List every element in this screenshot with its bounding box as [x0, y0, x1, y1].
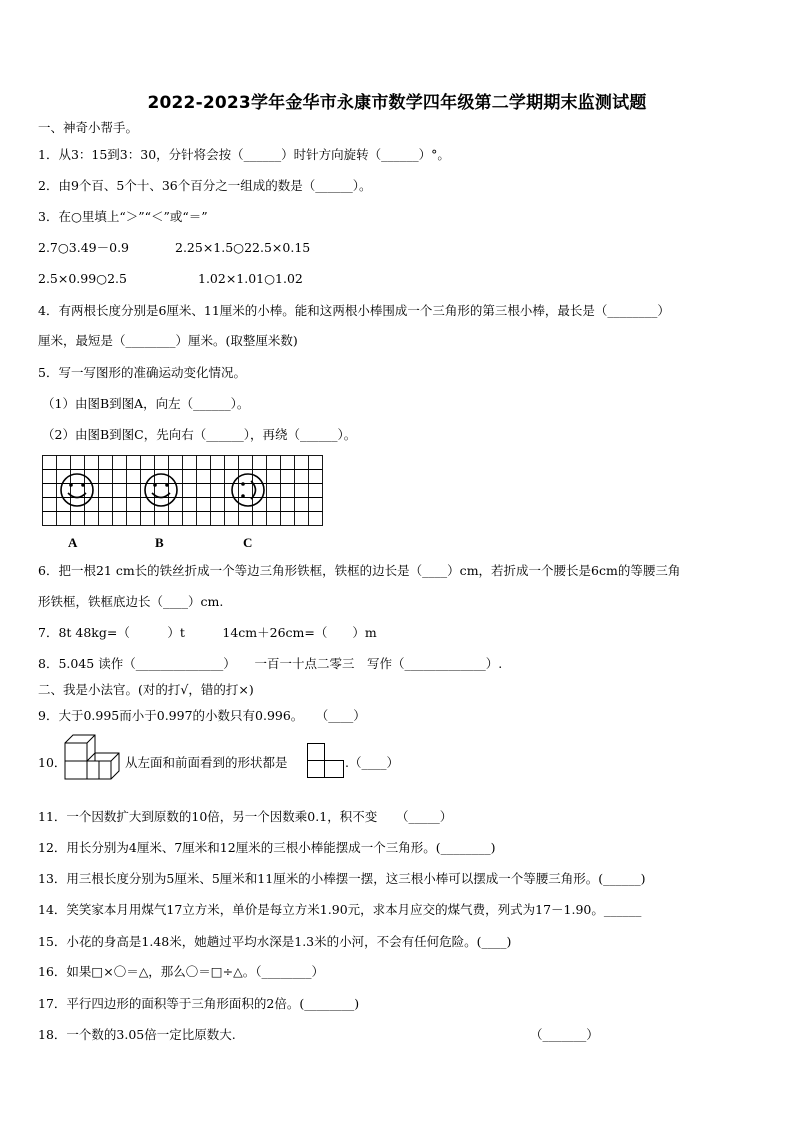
question-4-line-1: 4．有两根长度分别是6厘米、11厘米的小棒。能和这两根小棒围成一个三角形的第三根小棒，最长是（________）	[38, 303, 670, 318]
grid-figure	[42, 455, 324, 527]
view-shape-figure	[307, 743, 345, 779]
question-17: 17．平行四边形的面积等于三角形面积的2倍。(________)	[38, 996, 360, 1011]
question-18-answer: （_______）	[530, 1027, 599, 1042]
question-3-item-d: 1.02×1.01○1.02	[198, 271, 303, 286]
question-3: 3．在○里填上“＞”“＜”或“＝”	[38, 209, 208, 224]
question-15: 15．小花的身高是1.48米，她趟过平均水深是1.3米的小河，不会有任何危险。(____)	[38, 934, 512, 949]
question-3-item-a: 2.7○3.49－0.9	[38, 240, 129, 255]
question-12: 12．用长分别为4厘米、7厘米和12厘米的三根小棒能摆成一个三角形。(________)	[38, 840, 496, 855]
cube-stack-figure	[64, 733, 126, 781]
question-13: 13．用三根长度分别为5厘米、5厘米和11厘米的小棒摆一摆，这三根小棒可以摆成一个等腰三角形。(______)	[38, 871, 646, 886]
question-14: 14．笑笑家本月用煤气17立方米，单价是每立方米1.90元，求本月应交的煤气费，列式为17－1.90。______	[38, 902, 642, 917]
question-5: 5．写一写图形的准确运动变化情况。	[38, 365, 246, 380]
grid-lines	[43, 456, 323, 526]
question-5-part-2: （2）由图B到图C，先向右（______），再绕（______）。	[42, 427, 357, 442]
question-2: 2．由9个百、5个十、36个百分之一组成的数是（______）。	[38, 178, 372, 193]
smiley-face-a	[61, 474, 93, 506]
question-10-number: 10．	[38, 755, 67, 770]
question-16: 16．如果□×〇＝△，那么〇＝□÷△。（________）	[38, 964, 324, 979]
question-8: 8．5.045 读作（______________） 一百一十点二零三 写作（_____________）.	[38, 656, 503, 671]
question-10-text: 从左面和前面看到的形状都是	[125, 755, 288, 770]
section-1-heading: 一、神奇小帮手。	[38, 120, 139, 135]
question-9: 9．大于0.995而小于0.997的小数只有0.996。 （____）	[38, 708, 366, 723]
figure-label-c: C	[243, 535, 253, 550]
section-2-heading: 二、我是小法官。(对的打√，错的打×)	[38, 682, 254, 697]
question-18: 18．一个数的3.05倍一定比原数大.	[38, 1027, 236, 1042]
smiley-face-b	[145, 474, 177, 506]
question-5-part-1: （1）由图B到图A，向左（______）。	[42, 396, 250, 411]
question-10-answer: .（____）	[345, 755, 399, 770]
question-11: 11．一个因数扩大到原数的10倍，另一个因数乘0.1，积不变 （_____）	[38, 809, 453, 824]
smiley-face-c-rotated	[232, 474, 264, 506]
question-6-line-1: 6．把一根21 cm长的铁丝折成一个等边三角形铁框，铁框的边长是（____）cm，若折成一个腰长是6cm的等腰三角	[38, 563, 681, 578]
question-4-line-2: 厘米，最短是（________）厘米。(取整厘米数)	[38, 333, 298, 348]
question-7: 7．8t 48kg=（ ）t 14cm＋26cm=（ ）m	[38, 625, 377, 640]
question-3-item-b: 2.25×1.5○22.5×0.15	[175, 240, 311, 255]
figure-label-a: A	[68, 535, 78, 550]
question-6-line-2: 形铁框，铁框底边长（____）cm.	[38, 594, 224, 609]
question-1: 1．从3：15到3：30，分针将会按（______）时针方向旋转（______）°。	[38, 147, 450, 162]
figure-label-b: B	[155, 535, 164, 550]
page-title: 2022-2023学年金华市永康市数学四年级第二学期期末监测试题	[147, 93, 647, 113]
question-3-item-c: 2.5×0.99○2.5	[38, 271, 127, 286]
